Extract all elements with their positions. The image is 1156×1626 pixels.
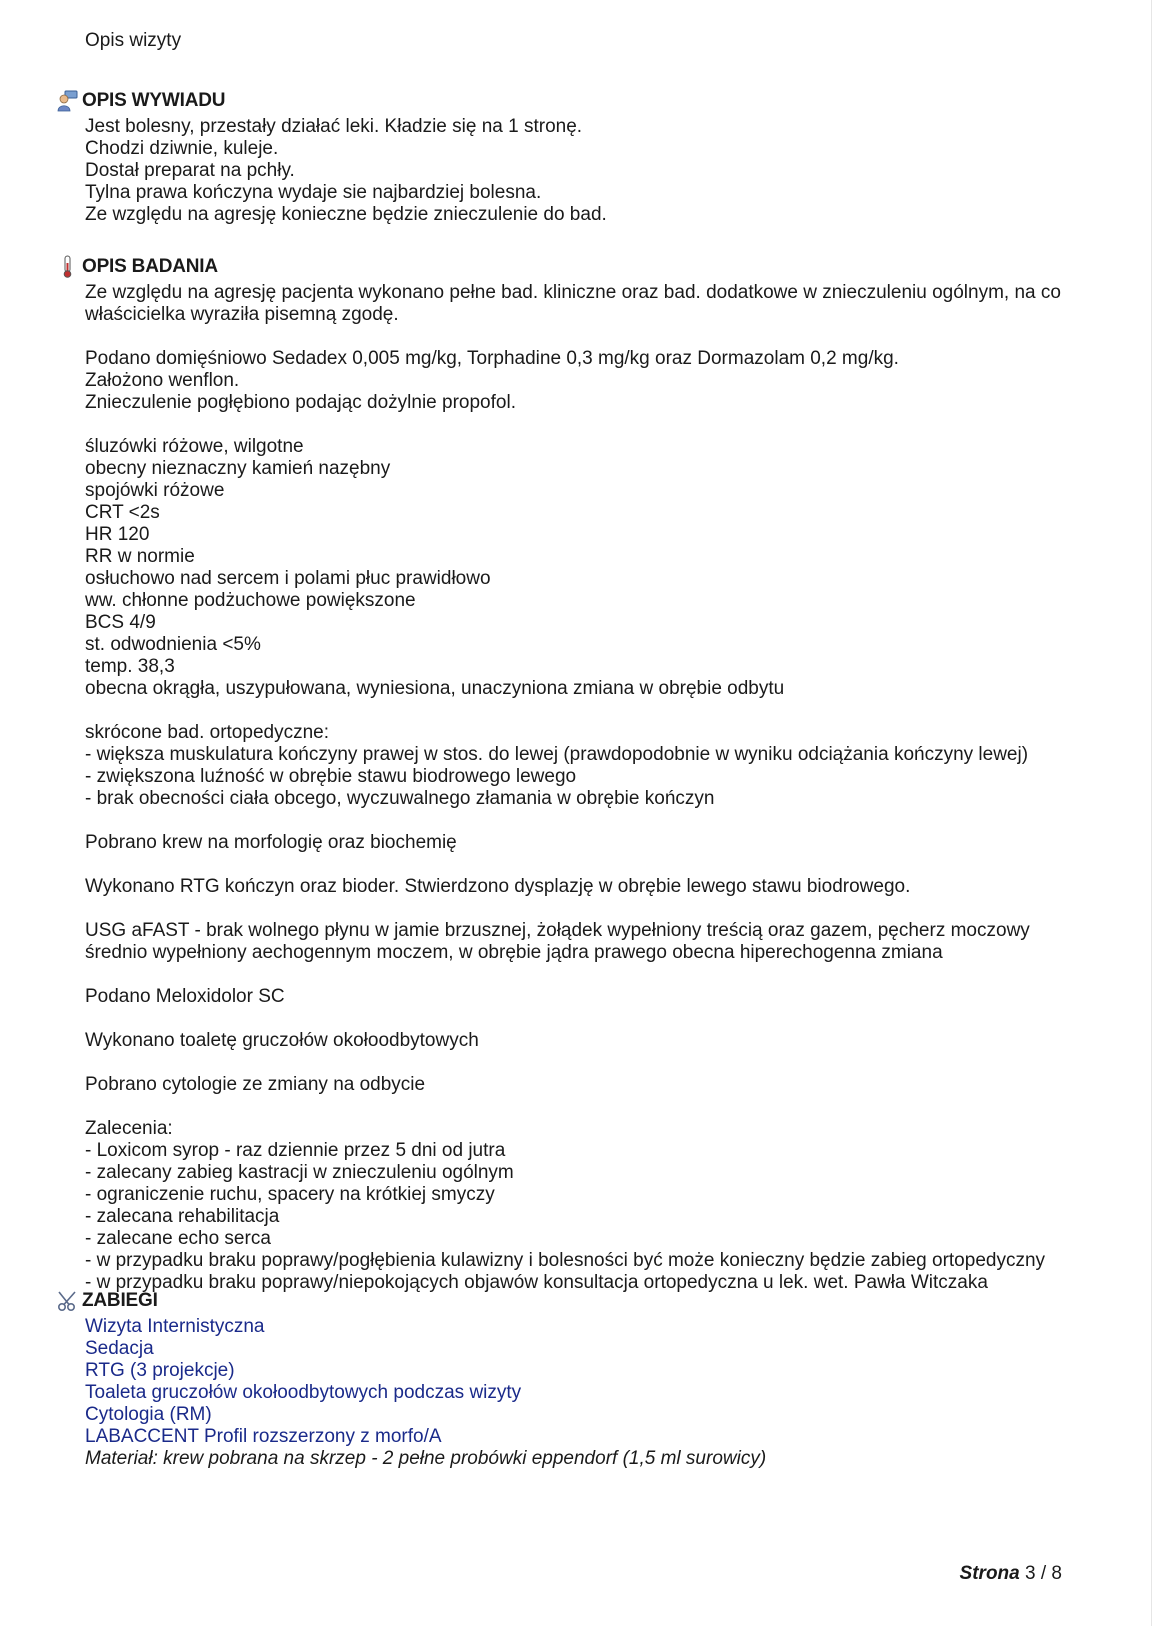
exam-header: [0, 254, 1126, 280]
text-line: - w przypadku braku poprawy/pogłębienia kulawizny i bolesności być może konieczny będzie zabieg ortopedyczny: [85, 1250, 1046, 1271]
text-line: osłuchowo nad sercem i polami płuc prawidłowo: [85, 568, 491, 589]
thermometer-icon: [56, 255, 80, 279]
text-line: - brak obecności ciała obcego, wyczuwalnego złamania w obrębie kończyn: [85, 788, 715, 809]
text-line: temp. 38,3: [85, 656, 175, 677]
blank-line: [85, 1008, 1126, 1030]
text-line: Pobrano krew na morfologię oraz biochemię: [85, 832, 457, 853]
interview-text: [0, 116, 1126, 226]
text-line: - zwiększona luźność w obrębie stawu biodrowego lewego: [85, 766, 577, 787]
text-line: obecna okrągła, uszypułowana, wyniesiona, unaczyniona zmiana w obrębie odbytu: [85, 678, 785, 699]
text-line: spojówki różowe: [85, 480, 225, 501]
text-line: Wykonano toaletę gruczołów okołoodbytowych: [85, 1030, 479, 1051]
text-line: - większa muskulatura kończyny prawej w stos. do lewej (prawdopodobnie w wyniku odciążania kończyny lewej): [85, 744, 1029, 765]
blank-line: [85, 1052, 1126, 1074]
text-line: Chodzi dziwnie, kuleje.: [85, 138, 279, 159]
text-line: Dostał preparat na pchły.: [85, 160, 295, 181]
procedure-item[interactable]: RTG (3 projekcje): [85, 1360, 235, 1381]
page-number: [960, 1563, 1062, 1585]
text-line: BCS 4/9: [85, 612, 156, 633]
blank-line: [85, 898, 1126, 920]
procedures-header: [0, 1288, 1126, 1314]
exam-title: OPIS BADANIA: [82, 256, 218, 277]
interview-title: OPIS WYWIADU: [82, 90, 226, 111]
text-line: Jest bolesny, przestały działać leki. Kładzie się na 1 stronę.: [85, 116, 583, 137]
procedure-item[interactable]: Cytologia (RM): [85, 1404, 212, 1425]
text-line: - w przypadku braku poprawy/niepokojących objawów konsultacja ortopedyczna u lek. wet. Pawła Witczaka: [85, 1272, 988, 1293]
procedure-item[interactable]: Toaleta gruczołów okołoodbytowych podczas wizyty: [85, 1382, 522, 1403]
text-line: skrócone bad. ortopedyczne:: [85, 722, 329, 743]
exam-text: [0, 282, 1126, 1294]
interview-section: [0, 88, 1126, 226]
page-edge: [1151, 0, 1152, 1626]
text-line: Ze względu na agresję konieczne będzie znieczulenie do bad.: [85, 204, 607, 225]
text-line: śluzówki różowe, wilgotne: [85, 436, 304, 457]
text-line: - Loxicom syrop - raz dziennie przez 5 dni od jutra: [85, 1140, 506, 1161]
text-line: st. odwodnienia <5%: [85, 634, 261, 655]
text-line: średnio wypełniony aechogennym moczem, w obrębie jądra prawego obecna hiperechogenna zmiana: [85, 942, 943, 963]
text-line: Zalecenia:: [85, 1118, 173, 1139]
text-line: CRT <2s: [85, 502, 160, 523]
blank-line: [85, 326, 1126, 348]
procedures-section: [0, 1288, 1126, 1470]
scissors-icon: [56, 1289, 80, 1313]
procedure-item[interactable]: LABACCENT Profil rozszerzony z morfo/A: [85, 1426, 442, 1447]
text-line: - ograniczenie ruchu, spacery na krótkiej smyczy: [85, 1184, 495, 1205]
page-current: 3: [1025, 1563, 1036, 1584]
person-icon: [56, 89, 80, 113]
blank-line: [85, 854, 1126, 876]
blank-line: [85, 414, 1126, 436]
text-line: Założono wenflon.: [85, 370, 240, 391]
blank-line: [85, 700, 1126, 722]
text-line: HR 120: [85, 524, 150, 545]
exam-section: [0, 254, 1126, 1294]
text-line: Podano domięśniowo Sedadex 0,005 mg/kg, Torphadine 0,3 mg/kg oraz Dormazolam 0,2 mg/kg.: [85, 348, 899, 369]
blank-line: [85, 810, 1126, 832]
text-line: właścicielka wyraziła pisemną zgodę.: [85, 304, 399, 325]
blank-line: [85, 1096, 1126, 1118]
page-label: Strona: [959, 1563, 1020, 1584]
page-total: / 8: [1040, 1563, 1062, 1584]
text-line: USG aFAST - brak wolnego płynu w jamie brzusznej, żołądek wypełniony treścią oraz gazem, pęcherz moczowy: [85, 920, 1030, 941]
procedures-title: ZABIEGI: [82, 1290, 158, 1311]
blank-line: [85, 964, 1126, 986]
text-line: Ze względu na agresję pacjenta wykonano pełne bad. kliniczne oraz bad. dodatkowe w znieczuleniu ogólnym, na co: [85, 282, 1061, 303]
text-line: Wykonano RTG kończyn oraz bioder. Stwierdzono dysplazję w obrębie lewego stawu biodrowego.: [85, 876, 911, 897]
text-line: - zalecane echo serca: [85, 1228, 271, 1249]
text-line: Znieczulenie pogłębiono podając dożylnie propofol.: [85, 392, 516, 413]
procedure-item[interactable]: Sedacja: [85, 1338, 154, 1359]
text-line: obecny nieznaczny kamień nazębny: [85, 458, 391, 479]
text-line: RR w normie: [85, 546, 195, 567]
procedures-list: [0, 1316, 1126, 1470]
visit-title: Opis wizyty: [85, 30, 182, 51]
text-line: ww. chłonne podżuchowe powiększone: [85, 590, 416, 611]
text-line: Pobrano cytologie ze zmiany na odbycie: [85, 1074, 426, 1095]
procedure-note: Materiał: krew pobrana na skrzep - 2 pełne probówki eppendorf (1,5 ml surowicy): [85, 1448, 767, 1469]
interview-header: [0, 88, 1126, 114]
procedure-item[interactable]: Wizyta Internistyczna: [85, 1316, 265, 1337]
text-line: Tylna prawa kończyna wydaje sie najbardziej bolesna.: [85, 182, 542, 203]
text-line: Podano Meloxidolor SC: [85, 986, 285, 1007]
text-line: - zalecany zabieg kastracji w znieczuleniu ogólnym: [85, 1162, 514, 1183]
text-line: - zalecana rehabilitacja: [85, 1206, 280, 1227]
